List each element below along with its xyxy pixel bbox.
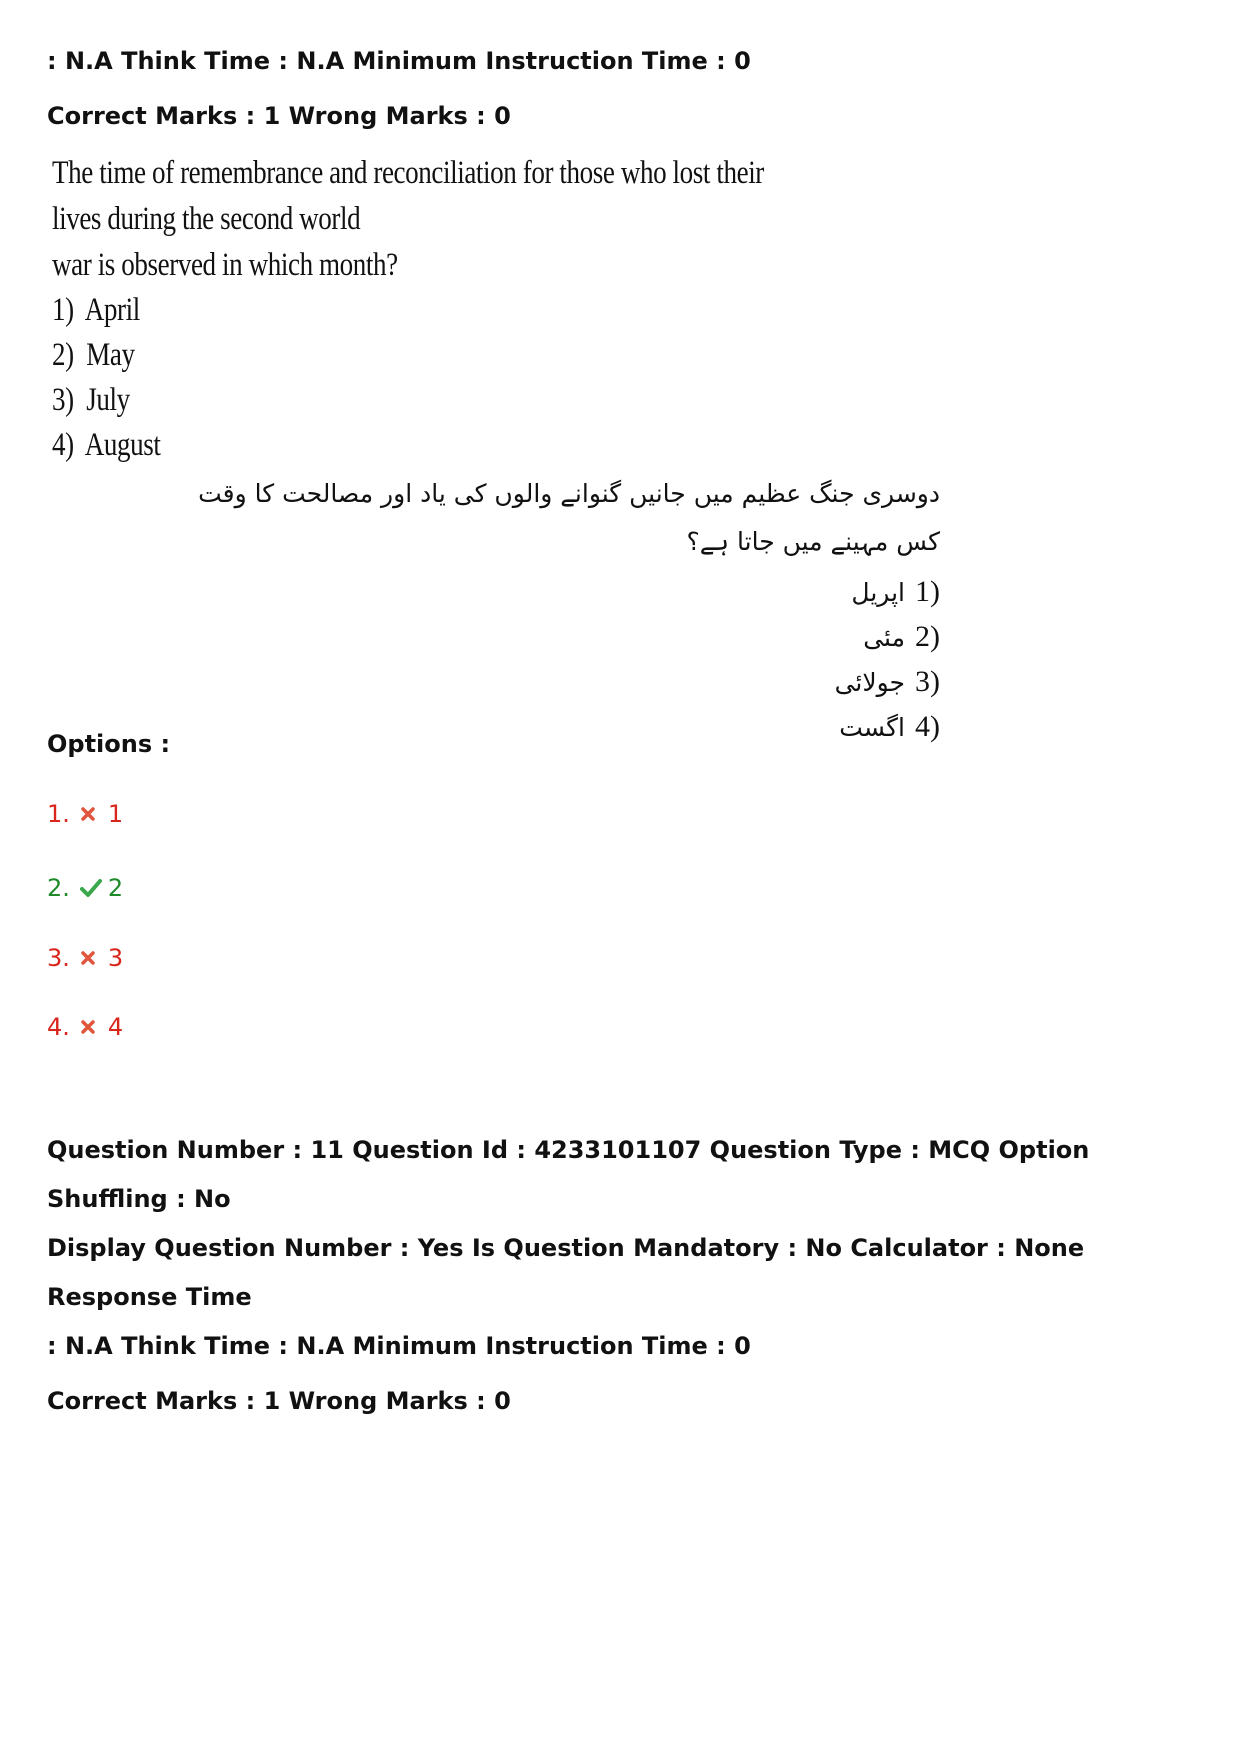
answer-option-1 bbox=[47, 800, 123, 828]
question-option bbox=[52, 378, 790, 423]
cross-icon bbox=[80, 1019, 102, 1035]
option-text: April bbox=[84, 292, 140, 328]
question-stem-line: The time of remembrance and reconciliation for those who lost their lives during the second world bbox=[52, 155, 764, 237]
answer-option-index: 1. bbox=[47, 800, 70, 828]
question-english bbox=[52, 150, 790, 468]
option-number: 2) bbox=[52, 337, 74, 373]
question-meta-line: : N.A Think Time : N.A Minimum Instruction Time : 0 bbox=[47, 1332, 751, 1360]
answer-option-index: 4. bbox=[47, 1013, 70, 1041]
option-number: 1) bbox=[52, 292, 74, 328]
question-option-urdu bbox=[190, 570, 940, 615]
option-number: (2 bbox=[915, 620, 940, 653]
question-stem-line: war is observed in which month? bbox=[52, 247, 398, 283]
check-icon bbox=[80, 878, 102, 898]
question-meta-line: Display Question Number : Yes Is Question Mandatory : No Calculator : None Response Time bbox=[47, 1234, 1085, 1311]
option-text: جولائی bbox=[834, 668, 905, 697]
options-heading: Options : bbox=[47, 730, 171, 758]
answer-option-3 bbox=[47, 944, 123, 972]
answer-option-value: 3 bbox=[107, 944, 124, 972]
question-option bbox=[52, 333, 790, 378]
option-text: May bbox=[86, 337, 135, 373]
option-text: July bbox=[86, 382, 130, 418]
option-text: August bbox=[84, 427, 161, 463]
question-option-urdu bbox=[190, 615, 940, 660]
question-option bbox=[52, 423, 790, 468]
answer-option-value: 2 bbox=[107, 874, 124, 902]
question-meta-line: Question Number : 11 Question Id : 4233101107 Question Type : MCQ Option Shuffling : No bbox=[47, 1136, 1090, 1213]
next-question-meta bbox=[47, 1126, 1207, 1426]
option-number: (1 bbox=[915, 575, 940, 608]
option-number: (3 bbox=[915, 665, 940, 698]
option-number: (4 bbox=[915, 710, 940, 743]
question-option-urdu bbox=[190, 660, 940, 705]
think-time-line: : N.A Think Time : N.A Minimum Instruction Time : 0 bbox=[47, 47, 751, 75]
answer-option-value: 1 bbox=[107, 800, 124, 828]
marks-line: Correct Marks : 1 Wrong Marks : 0 bbox=[47, 102, 511, 130]
question-urdu bbox=[190, 470, 940, 750]
option-text: اپریل bbox=[851, 578, 905, 607]
option-number: 3) bbox=[52, 382, 74, 418]
cross-icon bbox=[80, 806, 102, 822]
question-option bbox=[52, 288, 790, 333]
answer-option-index: 3. bbox=[47, 944, 70, 972]
question-option-urdu bbox=[190, 705, 940, 750]
answer-option-value: 4 bbox=[107, 1013, 124, 1041]
answer-option-index: 2. bbox=[47, 874, 70, 902]
question-stem-urdu: دوسری جنگ عظیم میں جانیں گنوانے والوں کی یاد اور مصالحت کا وقت کس مہینے میں جاتا ہے؟ bbox=[198, 479, 940, 556]
option-text: اگست bbox=[839, 713, 905, 742]
marks-line: Correct Marks : 1 Wrong Marks : 0 bbox=[47, 1387, 511, 1415]
option-number: 4) bbox=[52, 427, 74, 463]
answer-option-2 bbox=[47, 874, 123, 902]
option-text: مئی bbox=[863, 623, 905, 652]
answer-option-4 bbox=[47, 1013, 123, 1041]
cross-icon bbox=[80, 950, 102, 966]
